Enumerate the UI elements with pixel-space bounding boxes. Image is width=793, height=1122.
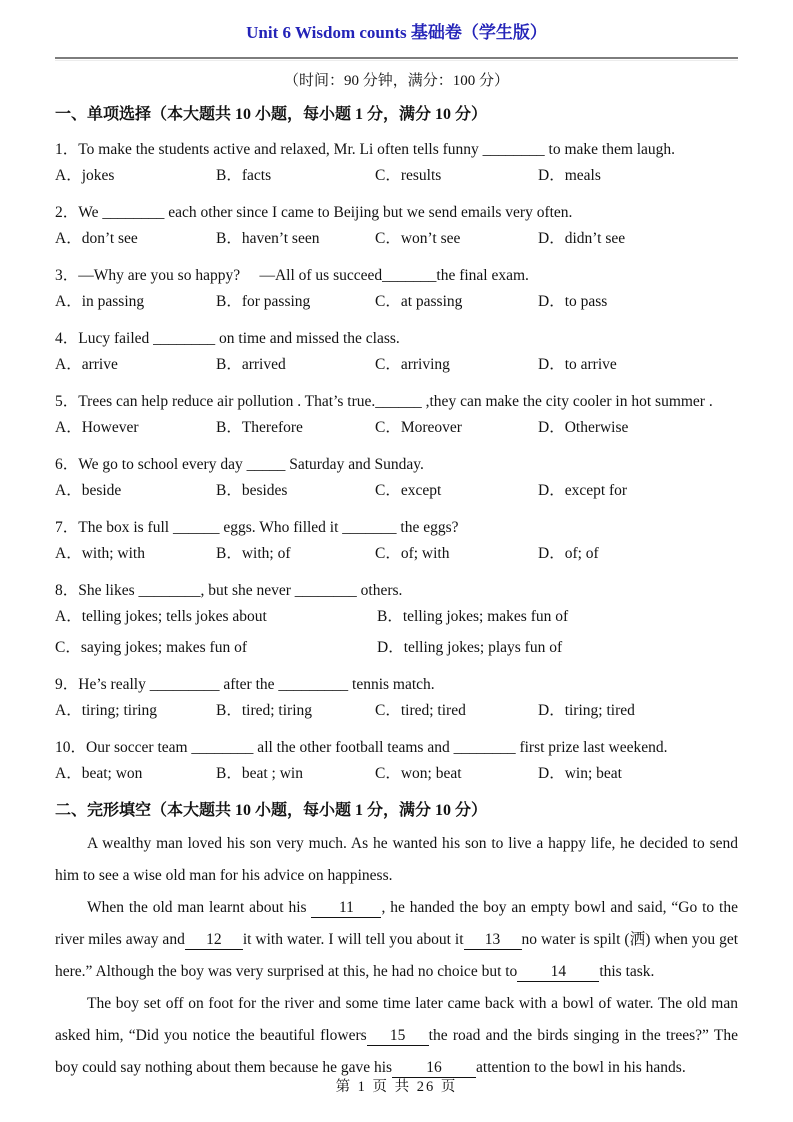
option-d: D．win; beat <box>538 765 622 782</box>
cloze-passage <box>55 828 738 1084</box>
passage-text: no water is spilt (洒) when you get here.” Although the boy was very surprised at this, he had no choice but to <box>55 931 739 980</box>
question-block <box>55 137 738 189</box>
question-text: 5．Trees can help reduce air pollution . That’s true.______ ,they can make the city cooler in hot summer . <box>55 393 713 410</box>
option-c: C．except <box>375 482 442 499</box>
cloze-blank-16: 16 <box>392 1059 476 1078</box>
option-b: B．with; of <box>216 545 291 562</box>
option-a: A．However <box>55 419 139 436</box>
option-row <box>55 541 738 567</box>
question-text: 8．She likes ________, but she never ________ others. <box>55 582 403 599</box>
passage-text: this task. <box>599 963 655 980</box>
exam-meta: （时间：90 分钟，满分：100 分） <box>283 73 509 89</box>
question-block <box>55 735 738 787</box>
option-a: A．telling jokes; tells jokes about <box>55 608 267 625</box>
question-list <box>55 137 738 787</box>
option-d: D．Otherwise <box>538 419 629 436</box>
option-a: A．arrive <box>55 356 118 373</box>
question-text: 1．To make the students active and relaxed, Mr. Li often tells funny ________ to make them laugh. <box>55 141 676 158</box>
option-row <box>55 226 738 252</box>
option-c: C．results <box>375 167 442 184</box>
question-text: 6．We go to school every day _____ Saturday and Sunday. <box>55 456 424 473</box>
option-b: B．arrived <box>216 356 286 373</box>
cloze-blank-14: 14 <box>517 963 599 982</box>
page-title: Unit 6 Wisdom counts 基础卷（学生版） <box>246 23 547 42</box>
passage-paragraph <box>55 892 738 988</box>
passage-text: A wealthy man loved his son very much. As he wanted his son to live a happy life, he decided to send him to see a wise old man for his advice on happiness. <box>55 835 738 884</box>
question-block <box>55 452 738 504</box>
question-text: 7．The box is full ______ eggs. Who filled it _______ the eggs? <box>55 519 459 536</box>
option-d: D．to arrive <box>538 356 617 373</box>
option-c: C．tired; tired <box>375 702 466 719</box>
passage-paragraph <box>55 988 738 1084</box>
option-b: B．facts <box>216 167 272 184</box>
option-b: B．Therefore <box>216 419 303 436</box>
option-a: A．don’t see <box>55 230 138 247</box>
question-block <box>55 578 738 661</box>
option-a: A．tiring; tiring <box>55 702 158 719</box>
option-b: B．telling jokes; makes fun of <box>377 608 569 625</box>
option-c: C．arriving <box>375 356 450 373</box>
passage-text: the road and the birds singing in the trees?” The boy could say nothing about them because he gave his <box>55 1027 738 1076</box>
section2-heading: 二、完形填空（本大题共 10 小题，每小题 1 分，满分 10 分） <box>55 802 488 819</box>
option-row <box>55 478 738 504</box>
question-block <box>55 263 738 315</box>
option-d: D．didn’t see <box>538 230 626 247</box>
option-d: D．meals <box>538 167 601 184</box>
option-b: B．beat ; win <box>216 765 303 782</box>
passage-text: When the old man learnt about his <box>87 899 312 916</box>
question-block <box>55 326 738 378</box>
option-b: B．haven’t seen <box>216 230 320 247</box>
passage-text: attention to the bowl in his hands. <box>476 1059 686 1076</box>
option-b: B．for passing <box>216 293 311 310</box>
option-row <box>55 415 738 441</box>
cloze-blank-15: 15 <box>367 1027 429 1046</box>
question-text: 3．—Why are you so happy? —All of us succeed_______the final exam. <box>55 267 529 284</box>
passage-text: The boy set off on foot for the river and some time later came back with a bowl of water. The old man asked him, “Did you notice the beautiful flowers <box>55 995 738 1044</box>
option-row <box>55 761 738 787</box>
question-block <box>55 200 738 252</box>
question-text: 4．Lucy failed ________ on time and missed the class. <box>55 330 400 347</box>
option-c: C．won; beat <box>375 765 462 782</box>
question-block <box>55 515 738 567</box>
cloze-blank-12: 12 <box>185 931 243 950</box>
passage-text: , he handed the boy an empty bowl and said, “Go to the river miles away and <box>55 899 738 948</box>
option-b: B．besides <box>216 482 288 499</box>
question-block <box>55 672 738 724</box>
option-row <box>55 698 738 724</box>
passage-paragraph <box>55 828 738 892</box>
option-a: A．with; with <box>55 545 145 562</box>
option-b: B．tired; tiring <box>216 702 313 719</box>
option-a: A．beat; won <box>55 765 143 782</box>
question-text: 9．He’s really _________ after the _________ tennis match. <box>55 676 435 693</box>
option-d: D．to pass <box>538 293 608 310</box>
option-c: C．at passing <box>375 293 463 310</box>
page-number: 第 1 页 共 26 页 <box>335 1079 458 1095</box>
option-c: C．of; with <box>375 545 450 562</box>
option-d: D．of; of <box>538 545 599 562</box>
option-a: A．beside <box>55 482 122 499</box>
cloze-blank-11: 11 <box>311 899 381 918</box>
option-c: C．saying jokes; makes fun of <box>55 639 248 656</box>
option-c: C．Moreover <box>375 419 462 436</box>
option-row <box>55 289 738 315</box>
option-d: D．tiring; tired <box>538 702 635 719</box>
option-c: C．won’t see <box>375 230 461 247</box>
cloze-blank-13: 13 <box>464 931 522 950</box>
option-a: A．in passing <box>55 293 145 310</box>
question-text: 2．We ________ each other since I came to Beijing but we send emails very often. <box>55 204 573 221</box>
option-row <box>55 163 738 189</box>
option-a: A．jokes <box>55 167 115 184</box>
option-d: D．telling jokes; plays fun of <box>377 639 563 656</box>
question-text: 10．Our soccer team ________ all the other football teams and ________ first prize last weekend. <box>55 739 668 756</box>
section1-heading: 一、单项选择（本大题共 10 小题，每小题 1 分，满分 10 分） <box>55 106 488 123</box>
option-d: D．except for <box>538 482 628 499</box>
title-divider <box>55 57 738 61</box>
option-row <box>55 352 738 378</box>
passage-text: it with water. I will tell you about it <box>242 931 464 948</box>
question-block <box>55 389 738 441</box>
option-row <box>55 604 738 661</box>
